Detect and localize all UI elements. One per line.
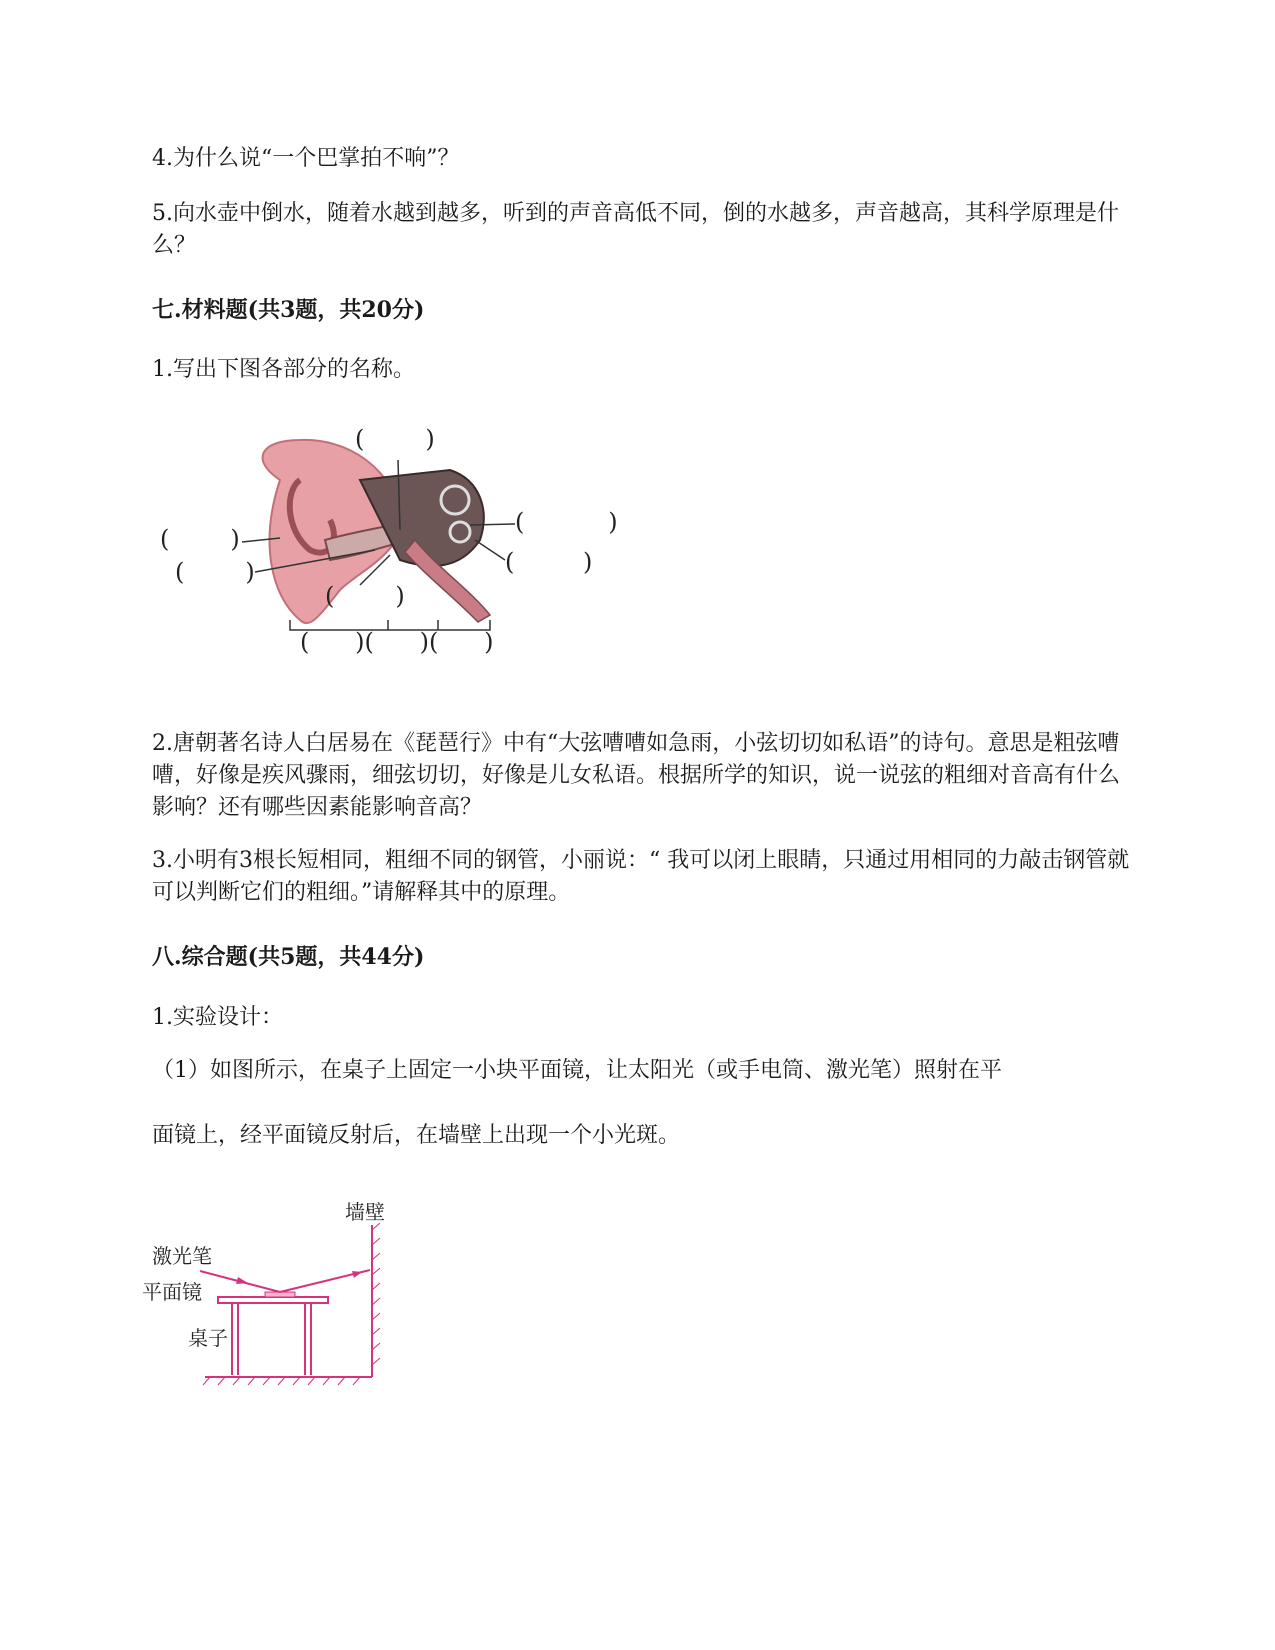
ear-blank-top: ( ) [355, 425, 435, 453]
question-7-3: 3.小明有3根长短相同，粗细不同的钢管，小丽说：“ 我可以闭上眼睛，只通过用相同的力敲击钢管就可以判断它们的粗细。”请解释其中的原理。 [152, 848, 1130, 905]
ear-blank-left2: ( ) [175, 558, 255, 586]
question-7-2: 2.唐朝著名诗人白居易在《琵琶行》中有“大弦嘈嘈如急雨，小弦切切如私语”的诗句。意思是粗弦嘈嘈，好像是疾风骤雨，细弦切切，好像是儿女私语。根据所学的知识，说一说弦的粗细对音高有什么影响？还有哪些因素能影响音高？ [152, 731, 1121, 820]
section-8-title: 八.综合题(共5题，共44分) [152, 944, 425, 970]
ear-blank-left1: ( ) [160, 525, 240, 553]
question-8-1-line1: （1）如图所示，在桌子上固定一小块平面镜，让太阳光（或手电筒、激光笔）照射在平 [152, 1058, 1002, 1083]
label-wall: 墙壁 [345, 1200, 385, 1224]
mirror-experiment-diagram [140, 1195, 400, 1395]
question-8-1: 1.实验设计： [152, 1005, 283, 1030]
ear-blank-bottom-row: ( )( )( ) [300, 628, 494, 656]
ear-blank-right1: ( ) [515, 508, 618, 536]
ear-diagram [160, 420, 640, 670]
label-mirror: 平面镜 [142, 1280, 202, 1304]
mirror-experiment-illustration [140, 1195, 400, 1395]
question-6-4: 4.为什么说“一个巴掌拍不响”？ [152, 146, 460, 171]
label-laser: 激光笔 [152, 1244, 212, 1268]
label-table: 桌子 [188, 1326, 228, 1350]
ear-blank-bottom-mid: ( ) [325, 582, 405, 610]
question-8-1-line2: 面镜上，经平面镜反射后，在墙壁上出现一个小光斑。 [152, 1123, 681, 1148]
ear-blank-right2: ( ) [505, 548, 593, 576]
question-7-1: 1.写出下图各部分的名称。 [152, 357, 415, 382]
section-7-title: 七.材料题(共3题，共20分) [152, 297, 425, 323]
question-6-5: 5.向水壶中倒水，随着水越到越多，听到的声音高低不同，倒的水越多，声音越高，其科学原理是什么？ [152, 201, 1119, 258]
